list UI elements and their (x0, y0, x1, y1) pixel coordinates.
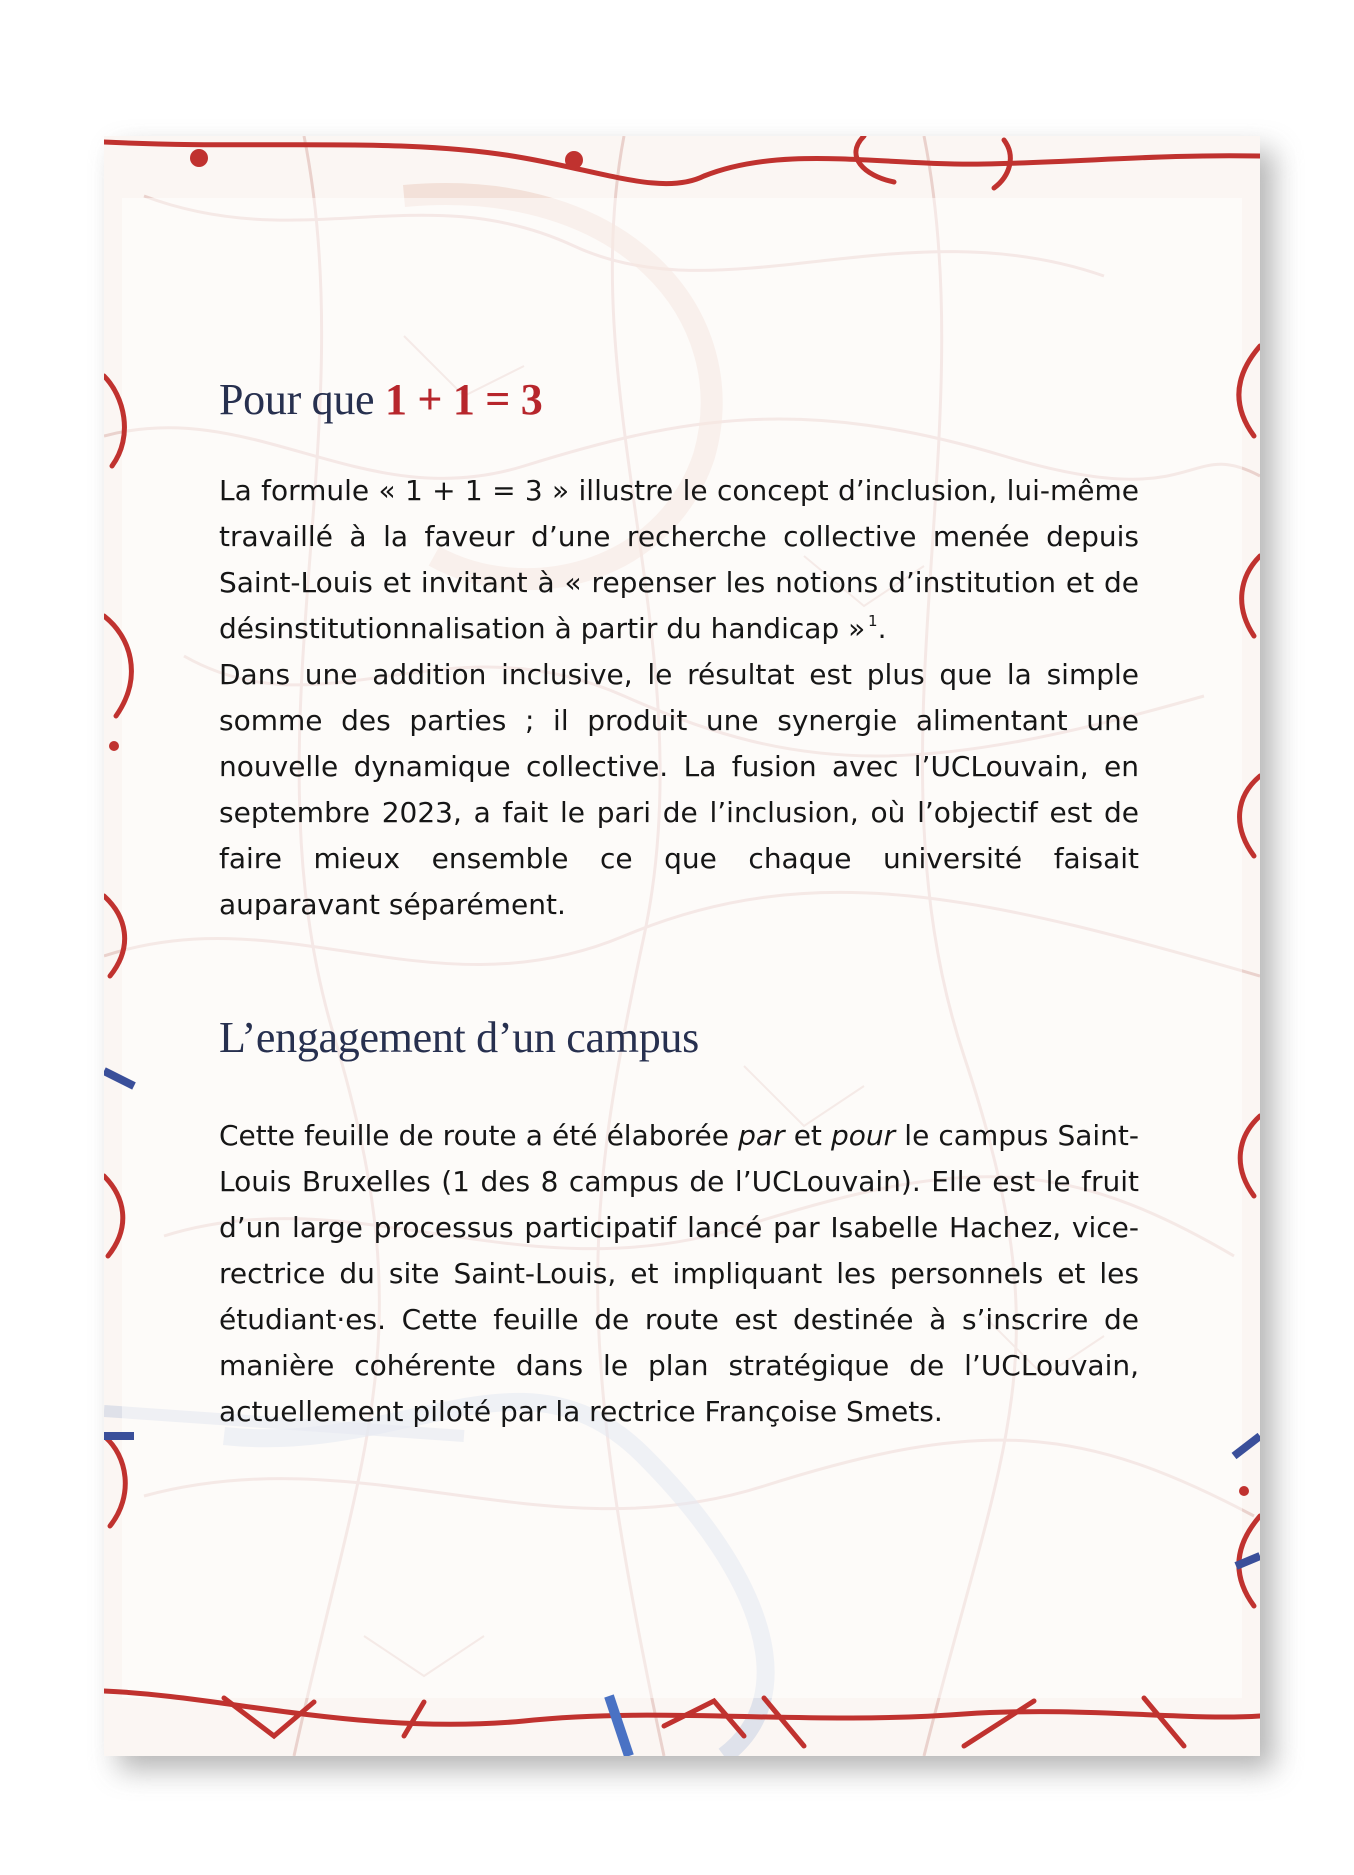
heading-prefix: Pour que (219, 375, 375, 424)
heading-pour-que (219, 376, 1139, 424)
footnote-marker: 1 (868, 612, 878, 631)
heading-formula: 1 + 1 = 3 (384, 375, 543, 424)
document-page (104, 136, 1260, 1756)
heading-engagement: L’engagement d’un campus (219, 1013, 699, 1063)
paragraph-addition: Dans une addition inclusive, le résultat est plus que la simple somme des parties ; il produit une synergie alimentant une nouvelle dynamique collective. La fusion avec l’UCLouvain, en septembre 2023, a fait le pari de l’inclusion, où l’objectif est de faire mieux ensemble ce que chaque université faisait auparavant séparément. (219, 658, 1139, 922)
paragraph-part: le campus Saint-Louis Bruxelles (1 des 8 campus de l’UCLouvain). Elle est le fruit d’un large processus participatif lancé par Isabelle Hachez, vice-rectrice du site Saint-Louis, et impliquant les personnels et les étudiant·es. Cette feuille de route est destinée à s’inscrire de manière cohérente dans le plan stratégique de l’UCLouvain, actuellement piloté par la rectrice Françoise Smets. (219, 1118, 1139, 1428)
paragraph-formule-text: La formule « 1 + 1 = 3 » illustre le concept d’inclusion, lui-même travaillé à la faveur d’une recherche collective menée depuis Saint-Louis et invitant à « repenser les notions d’institution et de désinstitutionnalisation à partir du handicap » (219, 474, 1139, 646)
paragraph-feuille-de-route (219, 1113, 1139, 1435)
emphasis-par: par (738, 1118, 785, 1152)
paragraph-part: Cette feuille de route a été élaborée (219, 1118, 739, 1152)
paragraph-part: et (784, 1118, 832, 1152)
paragraph-formule: La formule « 1 + 1 = 3 » illustre le concept d’inclusion, lui-même travaillé à la faveur d’une recherche collective menée depuis Saint-Louis et invitant à « repenser les notions d’institution et de désinstitutionnalisation à partir du handicap » $^1$. (219, 474, 1139, 646)
text-content (219, 376, 1139, 1435)
emphasis-pour: pour (831, 1118, 896, 1152)
